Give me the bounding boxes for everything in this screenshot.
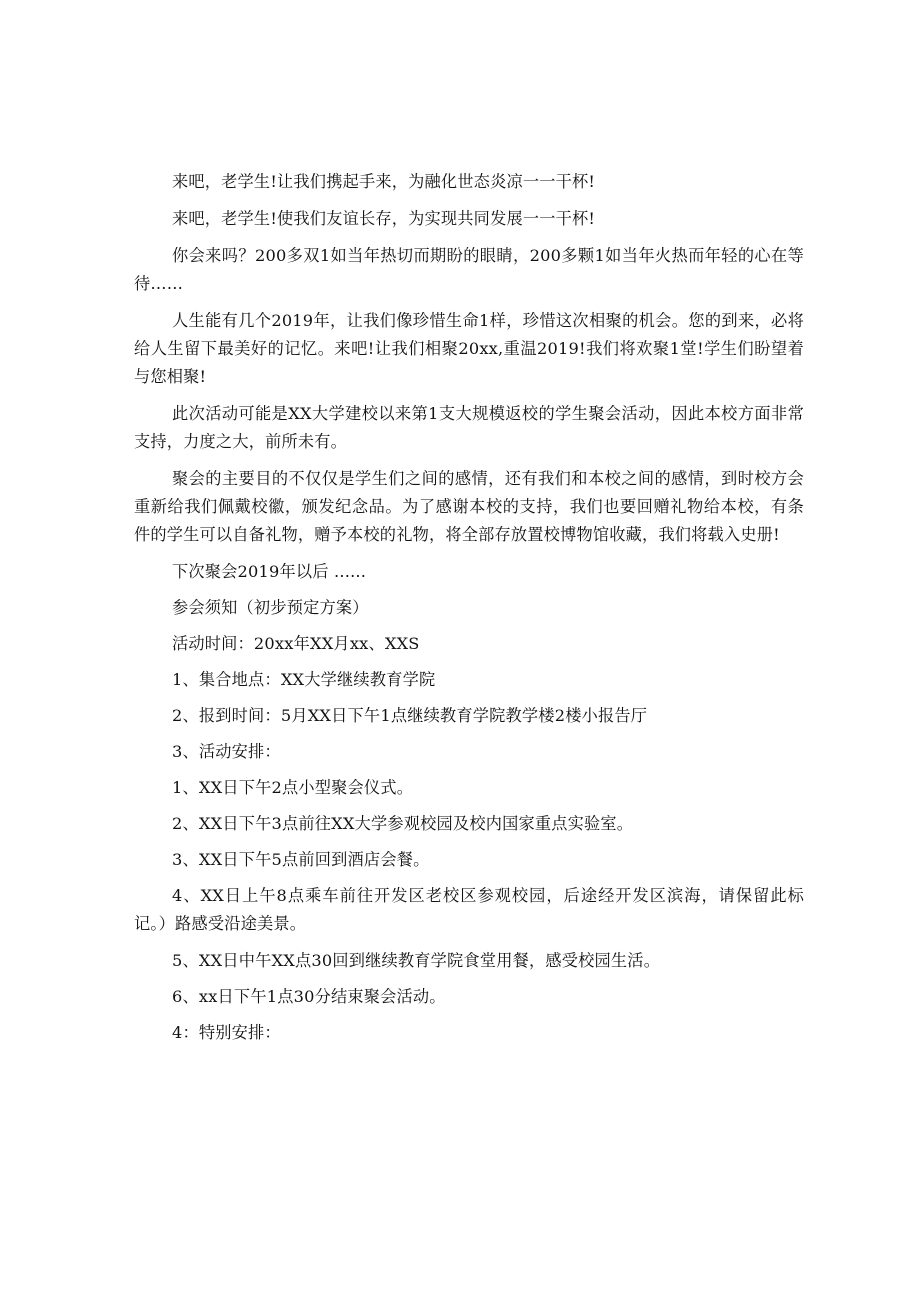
document-body	[134, 168, 804, 1055]
list-item-meeting-place: 1、集合地点：XX大学继续教育学院	[172, 670, 436, 689]
schedule-item-3: 3、XX日下午5点前回到酒店会餐。	[172, 850, 430, 869]
paragraph-gathering-purpose: 聚会的主要目的不仅仅是学生们之间的感情，还有我们和本校之间的感情，到时校方会重新给我们佩戴校徽，颁发纪念品。为了感谢本校的支持，我们也要回赠礼物给本校，有条件的学生可以自备礼物，赠予本校的礼物，将全部存放置校博物馆收藏，我们将载入史册!	[134, 469, 804, 544]
paragraph-toast-2: 来吧，老学生!使我们友谊长存，为实现共同发展一一干杯!	[172, 209, 596, 228]
paragraph-will-you-come: 你会来吗？200多双1如当年热切而期盼的眼睛，200多颗1如当年火热而年轻的心在等待……	[134, 246, 804, 293]
schedule-item-4: 4、XX日上午8点乘车前往开发区老校区参观校园，后途经开发区滨海，请保留此标记。）路感受沿途美景。	[134, 886, 804, 933]
paragraph-school-support: 此次活动可能是XX大学建校以来第1支大规模返校的学生聚会活动，因此本校方面非常支持，力度之大，前所未有。	[134, 404, 804, 451]
paragraph-toast-1: 来吧，老学生!让我们携起手来，为融化世态炎凉一一干杯!	[172, 172, 596, 191]
list-item-special-arrangements: 4：特别安排：	[172, 1023, 281, 1042]
list-item-registration-time: 2、报到时间：5月XX日下午1点继续教育学院教学楼2楼小报告厅	[172, 706, 648, 725]
schedule-item-6: 6、xx日下午1点30分结束聚会活动。	[172, 987, 446, 1006]
schedule-item-1: 1、XX日下午2点小型聚会仪式。	[172, 778, 414, 797]
schedule-item-5: 5、XX日中午XX点30回到继续教育学院食堂用餐，感受校园生活。	[172, 951, 661, 970]
paragraph-next-gathering: 下次聚会2019年以后 ......	[172, 562, 367, 581]
paragraph-event-time: 活动时间：20xx年XX月xx、XXS	[172, 634, 420, 653]
list-item-schedule-heading: 3、活动安排：	[172, 742, 281, 761]
schedule-item-2: 2、XX日下午3点前往XX大学参观校园及校内国家重点实验室。	[172, 814, 634, 833]
paragraph-cherish-chance: 人生能有几个2019年，让我们像珍惜生命1样，珍惜这次相聚的机会。您的到来，必将给人生留下最美好的记忆。来吧!让我们相聚20xx,重温2019!我们将欢聚1堂!学生们盼望着与您相聚!	[134, 311, 804, 386]
paragraph-notice-title: 参会须知（初步预定方案）	[172, 598, 369, 617]
